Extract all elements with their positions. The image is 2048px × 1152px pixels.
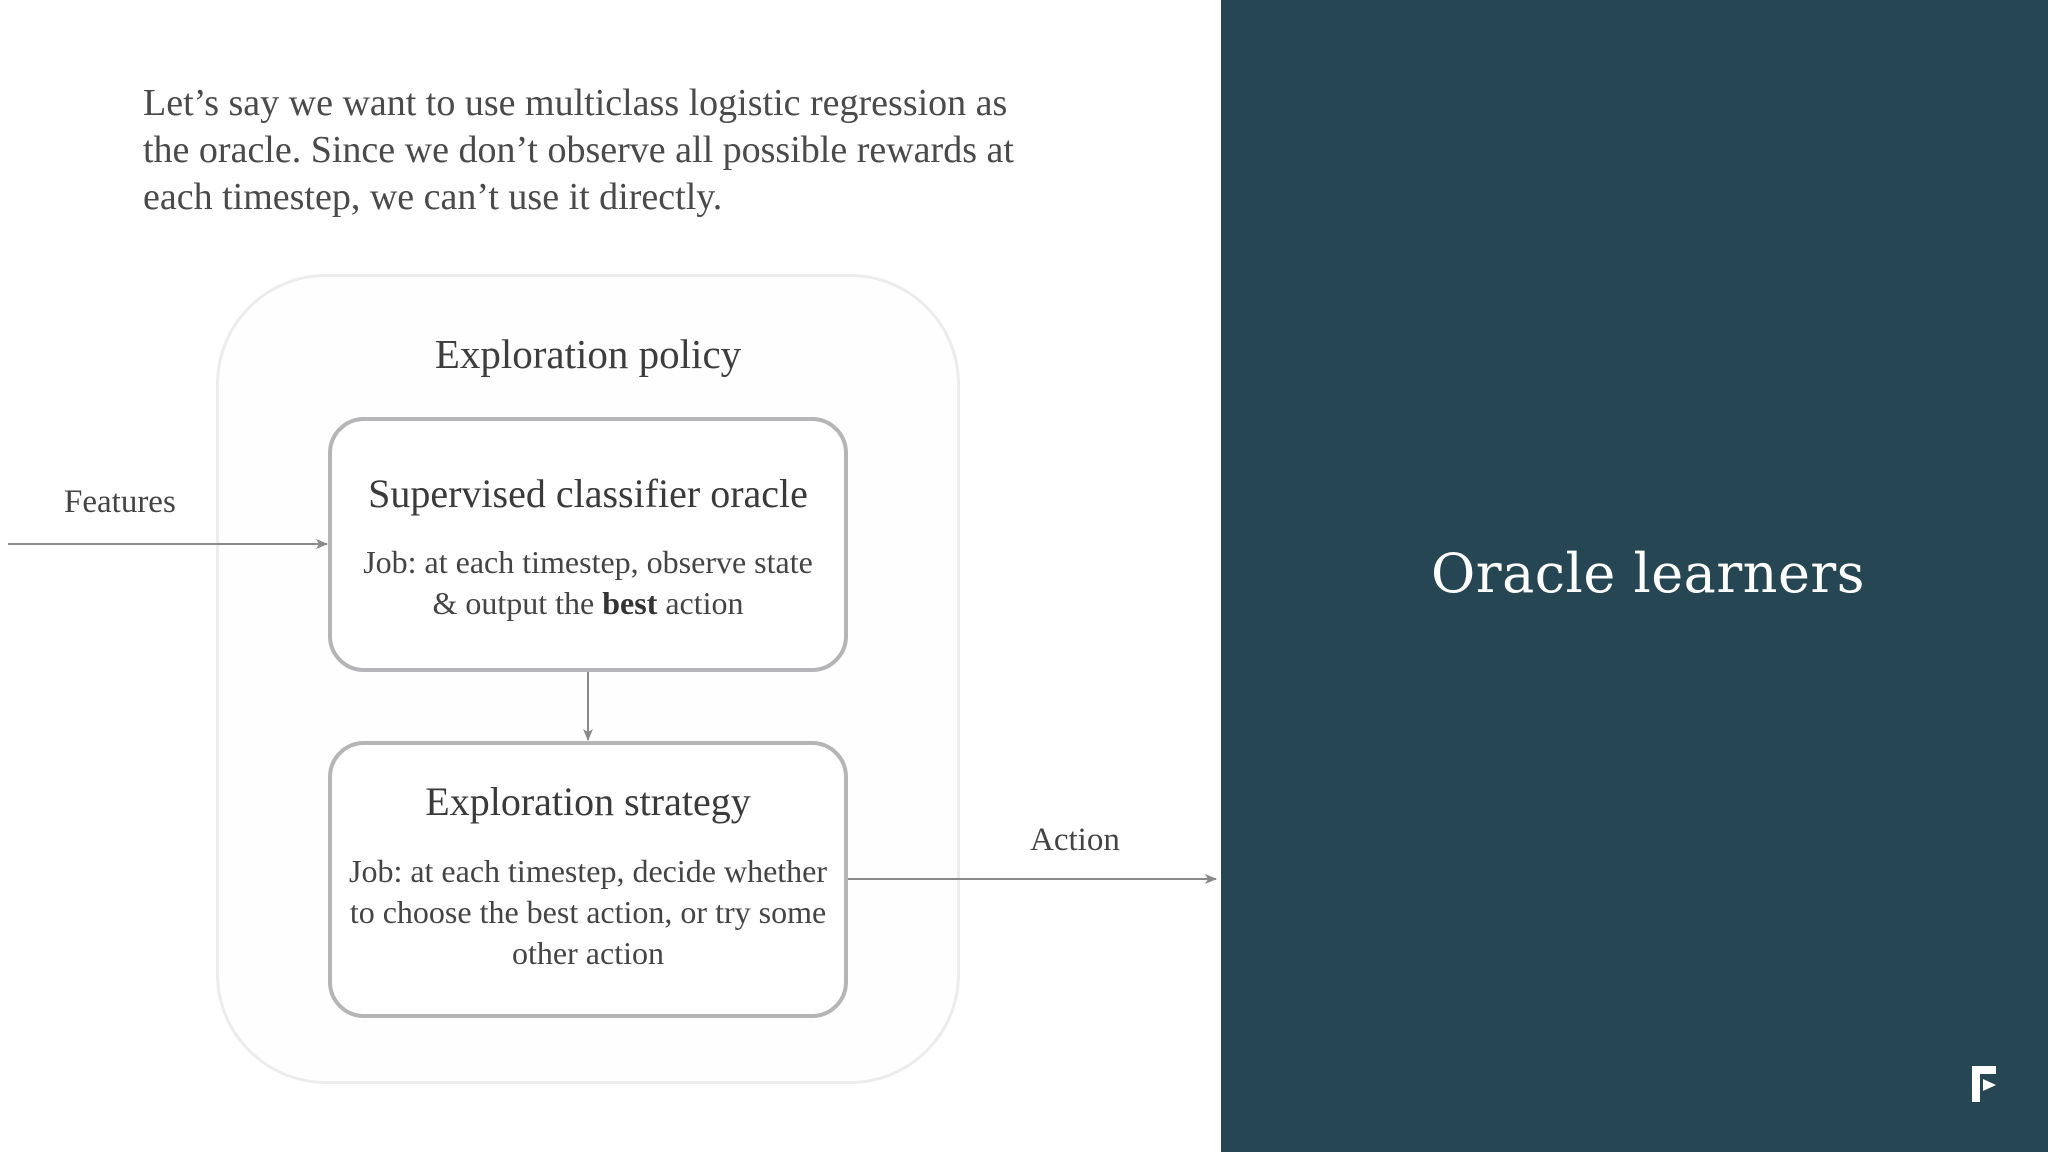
oracle-desc-bold: best xyxy=(602,585,658,621)
oracle-box-title: Supervised classifier oracle xyxy=(368,471,808,516)
oracle-desc-prefix: Job: at each timestep, observe state & output the xyxy=(363,544,813,621)
f-logo-icon xyxy=(1972,1066,1998,1102)
strategy-box-title: Exploration strategy xyxy=(425,779,751,824)
exploration-policy-title: Exploration policy xyxy=(434,331,742,377)
intro-paragraph: Let’s say we want to use multiclass logistic regression as the oracle. Since we don’t observe all possible rewards at each timestep, we can’t use it directly. xyxy=(143,82,1014,218)
features-label: Features xyxy=(64,484,176,520)
strategy-box-description: Job: at each timestep, decide whether to choose the best action, or try some other action xyxy=(348,853,828,971)
section-title: Oracle learners xyxy=(1431,542,1865,605)
oracle-desc-suffix: action xyxy=(657,585,744,621)
action-label: Action xyxy=(1030,822,1120,858)
